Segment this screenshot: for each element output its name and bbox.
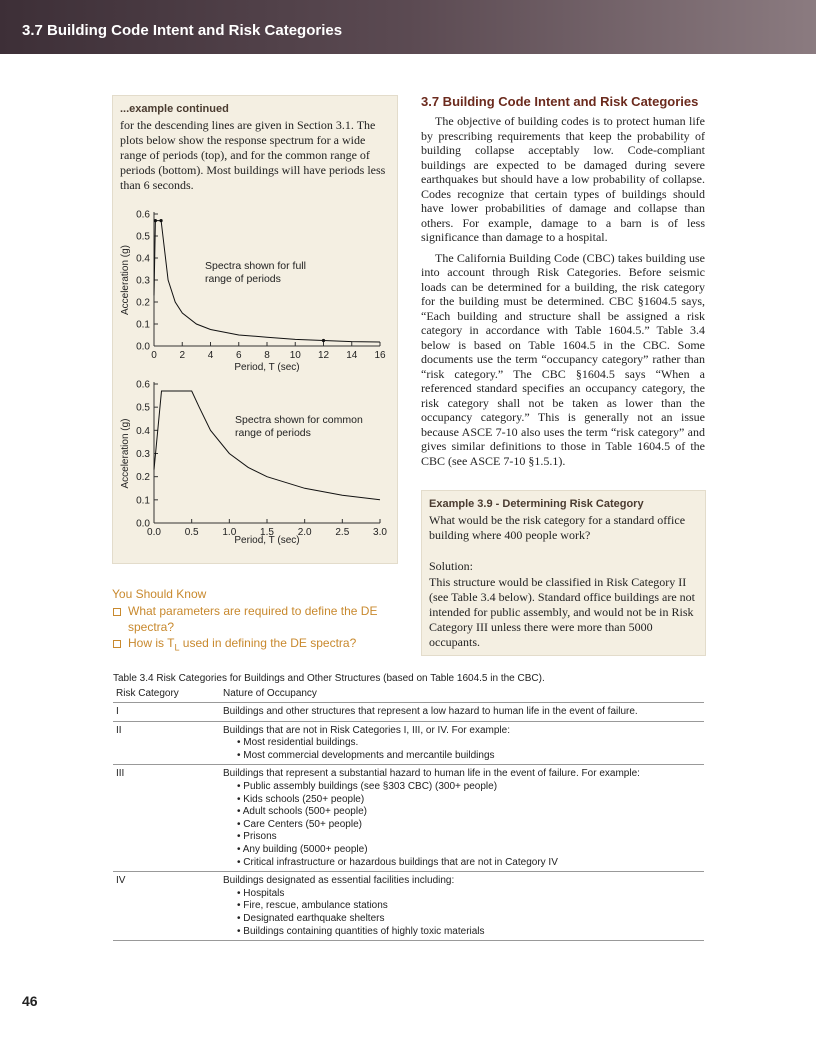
- example-continued-box: [112, 95, 398, 564]
- x-tick-label: 6: [235, 350, 242, 361]
- chart-annotation: range of periods: [205, 273, 281, 285]
- example-title: Example 3.9 - Determining Risk Category: [429, 498, 644, 510]
- y-tick-label: 0.1: [136, 495, 150, 507]
- x-tick-label: 2: [179, 350, 186, 361]
- y-tick-label: 0.3: [136, 449, 150, 460]
- y-tick-label: 0.5: [136, 231, 150, 243]
- table-row: [113, 765, 704, 872]
- x-axis-label: Period, T (sec): [234, 535, 300, 546]
- occupancy-text: Buildings designated as essential facilities including:: [223, 875, 455, 887]
- x-tick-label: 16: [374, 350, 386, 361]
- occupancy-cell: [220, 765, 704, 872]
- risk-category-cell: IV: [113, 872, 220, 941]
- y-tick-label: 0.1: [136, 319, 150, 331]
- list-item: • Most residential buildings.: [237, 737, 359, 749]
- y-tick-label: 0.6: [136, 379, 150, 391]
- list-item: • Prisons: [237, 831, 277, 843]
- occupancy-cell: [220, 721, 704, 765]
- list-item: • Any building (5000+ people): [237, 843, 368, 855]
- example-continued-label: ...example continued: [120, 103, 229, 115]
- section-body: [421, 114, 705, 474]
- question-text: What parameters are required to define the DE spectra?: [128, 604, 378, 634]
- occupancy-text: Buildings that represent a substantial hazard to human life in the event of failure. For example:: [223, 768, 640, 780]
- x-tick-label: 0.5: [184, 527, 199, 538]
- list-item: • Most commercial developments and mercantile buildings: [237, 749, 495, 761]
- y-tick-label: 0.3: [136, 275, 150, 287]
- list-item: • Hospitals: [237, 887, 285, 899]
- you-should-know-heading: You Should Know: [112, 587, 207, 601]
- data-point: [154, 219, 157, 222]
- table-row: [113, 721, 704, 765]
- checkbox-icon: [113, 608, 121, 616]
- x-axis-label: Period, T (sec): [234, 362, 300, 373]
- paragraph: The California Building Code (CBC) takes building use into account through Risk Categories. Before seismic loads can be determined for a building, the risk category for the building must be determined. CBC §1604.5 says, “Each building and structure shall be assigned a risk category in accordance with Table 1604.5.” Table 3.4 below is based on Table 1604.5 in the CBC. Some documents use the term “occupancy category” rather than “risk category.” The CBC §1604.5 says “When a referenced standard specifies an occupancy category, the risk category shall not be taken as lower than the occupancy category.” This is generally not an issue because ASCE 7-10 also uses the term “risk category” and gives similar definitions to those in Table 1604.5 of the CBC (see ASCE 7-10 §1.5.1).: [421, 250, 705, 468]
- y-tick-label: 0.2: [136, 297, 150, 309]
- y-tick-label: 0.2: [136, 472, 150, 484]
- x-tick-label: 2.0: [297, 527, 312, 538]
- question-text-part: How is T: [128, 636, 175, 650]
- occupancy-text: Buildings and other structures that represent a low hazard to human life in the event of failure.: [223, 706, 638, 717]
- x-tick-label: 8: [264, 350, 270, 361]
- chart-annotation: Spectra shown for common: [235, 414, 363, 426]
- section-title: 3.7 Building Code Intent and Risk Categories: [421, 94, 699, 109]
- question-text-part: used in defining the DE spectra?: [179, 636, 357, 650]
- question-item: [112, 603, 402, 635]
- page-number: 46: [22, 993, 38, 1009]
- x-tick-label: 0: [151, 350, 157, 361]
- series-line: [154, 391, 380, 500]
- occupancy-cell: [220, 703, 704, 722]
- list-item: • Public assembly buildings (see §303 CBC) (300+ people): [237, 780, 498, 792]
- y-tick-label: 0.4: [136, 425, 150, 437]
- risk-category-cell: I: [113, 703, 220, 722]
- x-tick-label: 12: [317, 350, 330, 361]
- example-list: [223, 781, 704, 869]
- y-axis-label: Acceleration (g): [120, 244, 131, 316]
- y-tick-label: 0.5: [136, 402, 150, 414]
- column-header: Risk Category: [113, 687, 220, 703]
- table-header-row: [113, 687, 704, 703]
- y-tick-label: 0.0: [136, 518, 150, 530]
- x-tick-label: 3.0: [373, 527, 387, 538]
- table-row: [113, 703, 704, 722]
- data-point: [159, 219, 162, 222]
- header-title: 3.7 Building Code Intent and Risk Categories: [22, 22, 343, 39]
- occupancy-text: Buildings that are not in Risk Categories I, III, or IV. For example:: [223, 724, 510, 736]
- chart-annotation: range of periods: [235, 427, 311, 439]
- table-caption: Table 3.4 Risk Categories for Buildings and Other Structures (based on Table 1604.5 in the CBC).: [113, 673, 545, 684]
- x-tick-label: 2.5: [335, 527, 350, 538]
- question-item: [112, 635, 402, 655]
- list-item: • Adult schools (500+ people): [237, 806, 367, 818]
- paragraph: The objective of building codes is to protect human life by prescribing requirements that keep the probability of building collapse acceptably low. Code-compliant buildings are expected to be damaged during severe earthquakes but should have a low probability of collapse. Codes recognize that certain types of buildings should have lower probabilities of damage and collapse than others. For example, damage to a barn is of less significance than damage to a hospital.: [421, 114, 705, 244]
- x-tick-label: 14: [346, 350, 358, 361]
- y-tick-label: 0.0: [136, 341, 150, 353]
- y-axis-label: Acceleration (g): [120, 418, 131, 489]
- x-tick-label: 4: [207, 350, 214, 361]
- x-tick-label: 10: [289, 350, 301, 361]
- example-3-9-box: [421, 490, 706, 656]
- risk-category-table: [113, 687, 704, 941]
- risk-category-cell: II: [113, 721, 220, 765]
- example-list: [223, 888, 704, 938]
- column-header: Nature of Occupancy: [220, 687, 704, 703]
- you-should-know: [112, 586, 402, 655]
- chart-annotation: Spectra shown for full: [205, 260, 306, 272]
- x-tick-label: 1.0: [222, 527, 237, 538]
- list-item: • Designated earthquake shelters: [237, 912, 385, 924]
- example-question: What would be the risk category for a standard office building where 400 people work?: [429, 513, 686, 542]
- checkbox-icon: [113, 640, 121, 648]
- example-continued-text: for the descending lines are given in Section 3.1. The plots below show the response spectrum for a wide range of periods (top), and for the common range of periods (bottom). Most buildings will have periods less than 6 seconds.: [120, 118, 386, 192]
- y-tick-label: 0.6: [136, 209, 150, 221]
- header-bar: [0, 0, 816, 54]
- example-answer: This structure would be classified in Risk Category II (see Table 3.4 below). Standard office buildings are not intended for public assembly, and would not be in Risk Category III unless there were more than 5000 occupants.: [429, 575, 695, 649]
- y-tick-label: 0.4: [136, 253, 150, 265]
- occupancy-cell: [220, 872, 704, 941]
- question-subscript: L: [174, 642, 180, 653]
- solution-label: Solution:: [429, 559, 474, 573]
- x-tick-label: 0.0: [147, 527, 161, 538]
- risk-category-cell: III: [113, 765, 220, 872]
- data-point: [322, 339, 325, 342]
- list-item: • Care Centers (50+ people): [237, 818, 362, 830]
- example-list: [223, 737, 704, 762]
- spectra-charts: [113, 96, 397, 563]
- x-tick-label: 1.5: [260, 527, 274, 538]
- list-item: • Kids schools (250+ people): [237, 793, 365, 805]
- list-item: • Buildings containing quantities of highly toxic materials: [237, 925, 485, 937]
- list-item: • Fire, rescue, ambulance stations: [237, 900, 388, 912]
- table-row: [113, 872, 704, 941]
- list-item: • Critical infrastructure or hazardous buildings that are not in Category IV: [237, 856, 558, 868]
